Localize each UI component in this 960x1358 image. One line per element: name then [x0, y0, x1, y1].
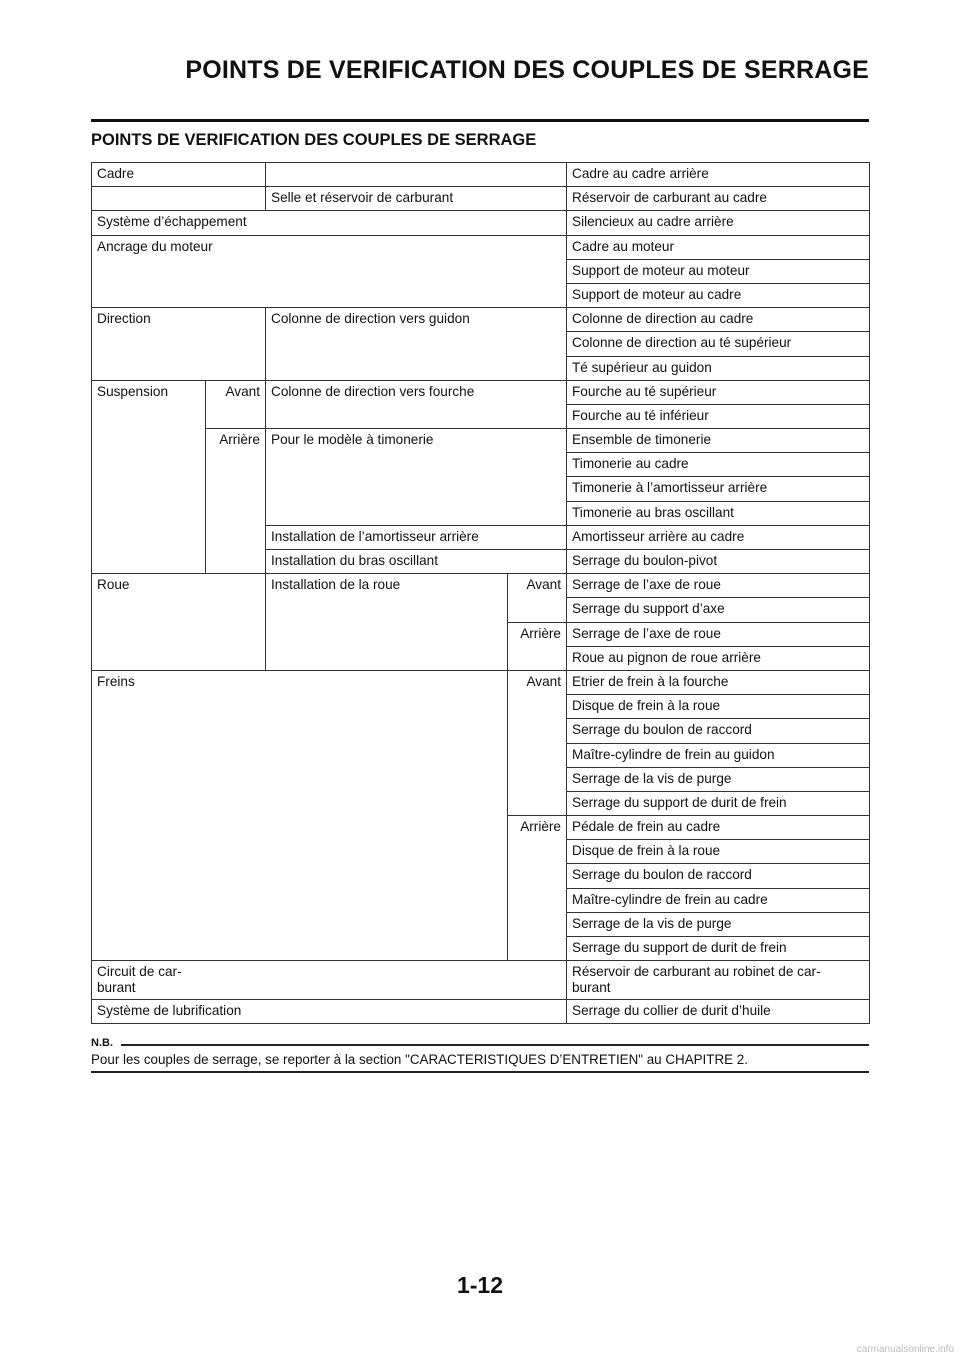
subcategory-cell: Installation de la roue [266, 574, 508, 671]
item-cell: Serrage du boulon de raccord [567, 719, 870, 743]
item-cell: Pédale de frein au cadre [567, 816, 870, 840]
category-cell: Suspension [92, 380, 206, 574]
note-rule [121, 1044, 869, 1046]
item-cell: Maître-cylindre de frein au guidon [567, 743, 870, 767]
item-cell: Colonne de direction au té supérieur [567, 332, 870, 356]
note-bottom-rule [91, 1071, 869, 1073]
item-cell: Cadre au cadre arrière [567, 163, 870, 187]
table-row [92, 211, 870, 235]
item-cell: Etrier de frein à la fourche [567, 670, 870, 694]
item-cell: Réservoir de carburant au cadre [567, 187, 870, 211]
item-cell: Support de moteur au moteur [567, 259, 870, 283]
position-cell: Avant [206, 380, 266, 428]
item-cell: Colonne de direction au cadre [567, 308, 870, 332]
table-row [92, 1000, 870, 1024]
table-row [92, 163, 870, 187]
subcategory-cell: Installation du bras oscillant [266, 550, 567, 574]
table-row [92, 429, 870, 453]
item-cell: Té supérieur au guidon [567, 356, 870, 380]
table-row [92, 380, 870, 404]
item-line: burant [572, 980, 611, 996]
item-cell: Silencieux au cadre arrière [567, 211, 870, 235]
table-row [92, 187, 870, 211]
item-cell: Ensemble de timonerie [567, 429, 870, 453]
category-cell: Ancrage du moteur [92, 235, 567, 308]
category-line: Circuit de car- [97, 964, 182, 980]
item-cell: Disque de frein à la roue [567, 840, 870, 864]
page-header-title: POINTS DE VERIFICATION DES COUPLES DE SERRAGE [185, 56, 869, 84]
item-cell: Serrage de l’axe de roue [567, 622, 870, 646]
category-cell: Freins [92, 670, 508, 960]
item-cell: Timonerie au bras oscillant [567, 501, 870, 525]
category-cell: Direction [92, 308, 266, 381]
torque-check-table [91, 162, 870, 1024]
category-cell [92, 961, 567, 1000]
item-cell: Roue au pignon de roue arrière [567, 646, 870, 670]
position-cell: Avant [508, 574, 567, 622]
position-cell: Arrière [508, 622, 567, 670]
subcategory-cell: Pour le modèle à timonerie [266, 429, 567, 526]
position-cell: Avant [508, 670, 567, 815]
subcategory-cell: Selle et réservoir de carburant [266, 187, 567, 211]
category-cell: Roue [92, 574, 266, 671]
item-cell: Support de moteur au cadre [567, 283, 870, 307]
item-cell: Fourche au té supérieur [567, 380, 870, 404]
header-rule [91, 119, 869, 122]
item-cell: Serrage du support de durit de frein [567, 937, 870, 961]
subcategory-cell: Colonne de direction vers guidon [266, 308, 567, 381]
item-cell: Timonerie au cadre [567, 453, 870, 477]
item-cell: Disque de frein à la roue [567, 695, 870, 719]
section-title: POINTS DE VERIFICATION DES COUPLES DE SERRAGE [91, 131, 537, 149]
category-cell: Système de lubrification [92, 1000, 567, 1024]
item-cell: Amortisseur arrière au cadre [567, 525, 870, 549]
table-row [92, 670, 870, 694]
item-cell: Serrage de la vis de purge [567, 912, 870, 936]
item-cell [567, 961, 870, 1000]
item-cell: Maître-cylindre de frein au cadre [567, 888, 870, 912]
category-cell: Cadre [92, 163, 266, 187]
item-cell: Serrage du boulon de raccord [567, 864, 870, 888]
table-row [92, 961, 870, 1000]
table-row [92, 308, 870, 332]
item-line: Réservoir de carburant au robinet de car- [572, 964, 821, 980]
item-cell: Serrage du boulon-pivot [567, 550, 870, 574]
item-cell: Fourche au té inférieur [567, 404, 870, 428]
subcategory-cell: Colonne de direction vers fourche [266, 380, 567, 428]
position-cell: Arrière [206, 429, 266, 574]
item-cell: Serrage du support d’axe [567, 598, 870, 622]
note-label: N.B. [91, 1037, 113, 1049]
item-cell: Serrage du support de durit de frein [567, 791, 870, 815]
table-row [92, 574, 870, 598]
item-cell: Serrage de l’axe de roue [567, 574, 870, 598]
subcategory-cell: Installation de l’amortisseur arrière [266, 525, 567, 549]
item-cell: Timonerie à l’amortisseur arrière [567, 477, 870, 501]
category-cell: Système d’échappement [92, 211, 567, 235]
position-cell: Arrière [508, 816, 567, 961]
item-cell: Serrage du collier de durit d’huile [567, 1000, 870, 1024]
item-cell: Serrage de la vis de purge [567, 767, 870, 791]
item-cell: Cadre au moteur [567, 235, 870, 259]
category-line: burant [97, 980, 136, 996]
table-row [92, 235, 870, 259]
watermark: carmanualsonline.info [856, 1344, 954, 1355]
note-text: Pour les couples de serrage, se reporter à la section "CARACTERISTIQUES D’ENTRETIEN" au CHAPITRE 2. [91, 1052, 748, 1067]
page-number: 1-12 [456, 1272, 504, 1298]
